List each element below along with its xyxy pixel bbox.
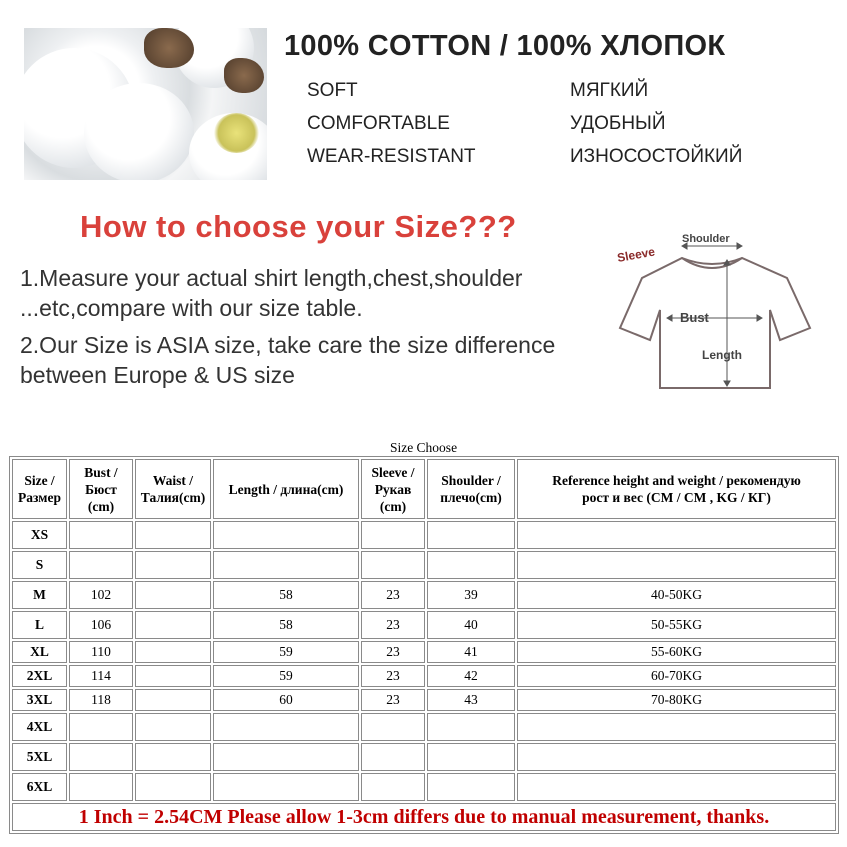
feature-wear-resistant-ru: ИЗНОСОСТОЙКИЙ <box>570 146 743 167</box>
cell-waist <box>135 551 211 579</box>
cell-sleeve: 23 <box>361 665 425 687</box>
header-reference: Reference height and weight / рекомендую рост и вес (CM / CM , KG / КГ) <box>517 459 836 519</box>
cell-bust: 118 <box>69 689 133 711</box>
feature-comfortable-en: COMFORTABLE <box>307 113 450 134</box>
header-bust: Bust / Бюст (cm) <box>69 459 133 519</box>
cotton-photo <box>24 28 267 180</box>
cell-bust <box>69 551 133 579</box>
cell-reference <box>517 743 836 771</box>
header-size: Size / Размер <box>12 459 67 519</box>
cell-length: 58 <box>213 581 359 609</box>
cell-sleeve: 23 <box>361 641 425 663</box>
feature-comfortable-ru: УДОБНЫЙ <box>570 113 666 134</box>
size-table <box>9 456 839 834</box>
cell-length: 59 <box>213 665 359 687</box>
cell-reference: 60-70KG <box>517 665 836 687</box>
table-header-row <box>12 459 836 519</box>
cell-reference: 50-55KG <box>517 611 836 639</box>
cell-size: XS <box>12 521 67 549</box>
diagram-sleeve-label: Sleeve <box>616 244 656 265</box>
cell-size: 3XL <box>12 689 67 711</box>
cell-size: 6XL <box>12 773 67 801</box>
table-row <box>12 581 836 609</box>
cell-waist <box>135 611 211 639</box>
cell-size: 2XL <box>12 665 67 687</box>
table-row <box>12 773 836 801</box>
cell-bust: 102 <box>69 581 133 609</box>
cell-shoulder: 40 <box>427 611 515 639</box>
cell-length: 58 <box>213 611 359 639</box>
diagram-length-label: Length <box>702 348 742 362</box>
diagram-shoulder-label: Shoulder <box>682 233 730 245</box>
diagram-bust-label: Bust <box>680 310 709 325</box>
cell-sleeve: 23 <box>361 689 425 711</box>
cell-sleeve <box>361 521 425 549</box>
feature-wear-resistant-en: WEAR-RESISTANT <box>307 146 476 167</box>
cell-reference <box>517 551 836 579</box>
cell-waist <box>135 665 211 687</box>
cell-waist <box>135 773 211 801</box>
cell-sleeve <box>361 713 425 741</box>
cell-shoulder: 43 <box>427 689 515 711</box>
cell-shoulder <box>427 773 515 801</box>
cell-reference: 40-50KG <box>517 581 836 609</box>
cell-reference: 70-80KG <box>517 689 836 711</box>
cell-length: 60 <box>213 689 359 711</box>
header-shoulder: Shoulder / плечо(cm) <box>427 459 515 519</box>
cell-size: XL <box>12 641 67 663</box>
cell-reference <box>517 521 836 549</box>
table-row <box>12 611 836 639</box>
cell-shoulder <box>427 713 515 741</box>
header-length: Length / длина(cm) <box>213 459 359 519</box>
cell-waist <box>135 713 211 741</box>
cell-size: M <box>12 581 67 609</box>
table-row <box>12 521 836 549</box>
header-sleeve: Sleeve / Рукав (cm) <box>361 459 425 519</box>
table-row <box>12 665 836 687</box>
table-row <box>12 743 836 771</box>
cell-reference <box>517 713 836 741</box>
cell-waist <box>135 743 211 771</box>
cell-shoulder <box>427 521 515 549</box>
step2-line2: between Europe & US size <box>20 362 295 388</box>
cell-length <box>213 713 359 741</box>
cell-sleeve <box>361 773 425 801</box>
cell-waist <box>135 521 211 549</box>
feature-soft-ru: МЯГКИЙ <box>570 80 649 101</box>
cell-bust <box>69 521 133 549</box>
table-row <box>12 551 836 579</box>
measurement-note: 1 Inch = 2.54CM Please allow 1-3cm differs due to manual measurement, thanks. <box>12 803 836 831</box>
cell-length <box>213 521 359 549</box>
cell-bust: 106 <box>69 611 133 639</box>
cell-length <box>213 743 359 771</box>
cell-shoulder: 41 <box>427 641 515 663</box>
cell-bust <box>69 773 133 801</box>
cell-bust <box>69 743 133 771</box>
cell-bust <box>69 713 133 741</box>
cell-waist <box>135 641 211 663</box>
cell-length <box>213 773 359 801</box>
cell-size: 5XL <box>12 743 67 771</box>
cell-reference: 55-60KG <box>517 641 836 663</box>
cell-bust: 110 <box>69 641 133 663</box>
table-caption: Size Choose <box>389 440 458 455</box>
feature-soft-en: SOFT <box>307 80 358 101</box>
step2-line1: 2.Our Size is ASIA size, take care the size difference <box>20 332 556 358</box>
cell-shoulder: 42 <box>427 665 515 687</box>
tshirt-outline-icon <box>620 258 810 388</box>
table-row <box>12 713 836 741</box>
step1-line1: 1.Measure your actual shirt length,chest,shoulder <box>20 265 523 291</box>
table-row <box>12 641 836 663</box>
table-row <box>12 689 836 711</box>
cell-sleeve <box>361 551 425 579</box>
cell-waist <box>135 689 211 711</box>
howto-title: How to choose your Size??? <box>80 209 517 244</box>
tshirt-diagram <box>612 228 812 400</box>
cell-length: 59 <box>213 641 359 663</box>
cell-shoulder <box>427 743 515 771</box>
header-waist: Waist / Талия(cm) <box>135 459 211 519</box>
step1-line2: ...etc,compare with our size table. <box>20 295 363 321</box>
cell-sleeve: 23 <box>361 581 425 609</box>
cell-shoulder <box>427 551 515 579</box>
cell-bust: 114 <box>69 665 133 687</box>
cell-sleeve: 23 <box>361 611 425 639</box>
cell-waist <box>135 581 211 609</box>
cell-size: 4XL <box>12 713 67 741</box>
cell-length <box>213 551 359 579</box>
cotton-title: 100% COTTON / 100% ХЛОПОК <box>284 30 726 62</box>
cell-shoulder: 39 <box>427 581 515 609</box>
cell-reference <box>517 773 836 801</box>
cell-sleeve <box>361 743 425 771</box>
cell-size: L <box>12 611 67 639</box>
cell-size: S <box>12 551 67 579</box>
table-note-row <box>12 803 836 831</box>
